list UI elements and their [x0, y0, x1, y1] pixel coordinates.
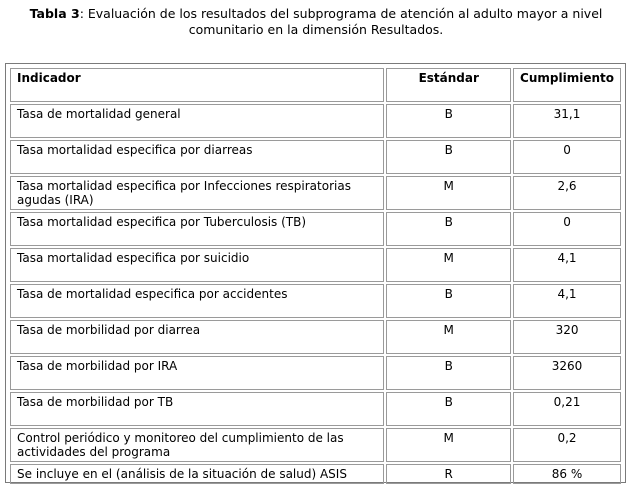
table-row [10, 248, 621, 282]
table-row [10, 428, 621, 462]
cell-cumplimiento: 0,2 [513, 428, 621, 462]
cell-indicador: Tasa mortalidad especifica por Infecciones respiratorias agudas (IRA) [10, 176, 384, 210]
header-estandar: Estándar [386, 68, 511, 102]
cell-indicador: Tasa mortalidad especifica por suicidio [10, 248, 384, 282]
cell-estandar: B [386, 284, 511, 318]
results-table-frame [5, 63, 626, 483]
cell-indicador: Tasa de mortalidad especifica por accidentes [10, 284, 384, 318]
table-row [10, 104, 621, 138]
cell-cumplimiento: 4,1 [513, 284, 621, 318]
table-body [10, 104, 621, 484]
cell-cumplimiento: 4,1 [513, 248, 621, 282]
table-row [10, 140, 621, 174]
cell-indicador: Tasa de morbilidad por TB [10, 392, 384, 426]
cell-estandar: B [386, 140, 511, 174]
header-indicador: Indicador [10, 68, 384, 102]
caption-text: : Evaluación de los resultados del subprograma de atención al adulto mayor a nivel comunitario en la dimensión Resultados. [79, 6, 603, 37]
caption-label: Tabla 3 [29, 6, 80, 21]
cell-cumplimiento: 2,6 [513, 176, 621, 210]
table-row [10, 320, 621, 354]
cell-cumplimiento: 31,1 [513, 104, 621, 138]
results-table [8, 66, 623, 486]
table-row [10, 284, 621, 318]
cell-indicador: Se incluye en el (análisis de la situación de salud) ASIS [10, 464, 384, 484]
cell-estandar: M [386, 248, 511, 282]
cell-estandar: R [386, 464, 511, 484]
cell-indicador: Control periódico y monitoreo del cumplimiento de las actividades del programa [10, 428, 384, 462]
table-header-row [10, 68, 621, 102]
cell-cumplimiento: 3260 [513, 356, 621, 390]
cell-indicador: Tasa mortalidad especifica por Tuberculosis (TB) [10, 212, 384, 246]
cell-estandar: B [386, 104, 511, 138]
cell-indicador: Tasa de mortalidad general [10, 104, 384, 138]
cell-estandar: M [386, 428, 511, 462]
cell-indicador: Tasa mortalidad especifica por diarreas [10, 140, 384, 174]
cell-estandar: M [386, 320, 511, 354]
cell-indicador: Tasa de morbilidad por diarrea [10, 320, 384, 354]
cell-cumplimiento: 86 % [513, 464, 621, 484]
header-cumplimiento: Cumplimiento [513, 68, 621, 102]
table-row [10, 176, 621, 210]
cell-estandar: M [386, 176, 511, 210]
cell-estandar: B [386, 212, 511, 246]
table-caption [6, 6, 626, 38]
table-row [10, 356, 621, 390]
table-row [10, 392, 621, 426]
cell-cumplimiento: 0 [513, 140, 621, 174]
cell-estandar: B [386, 356, 511, 390]
table-row [10, 464, 621, 484]
cell-estandar: B [386, 392, 511, 426]
cell-cumplimiento: 0 [513, 212, 621, 246]
cell-cumplimiento: 320 [513, 320, 621, 354]
table-row [10, 212, 621, 246]
cell-indicador: Tasa de morbilidad por IRA [10, 356, 384, 390]
cell-cumplimiento: 0,21 [513, 392, 621, 426]
